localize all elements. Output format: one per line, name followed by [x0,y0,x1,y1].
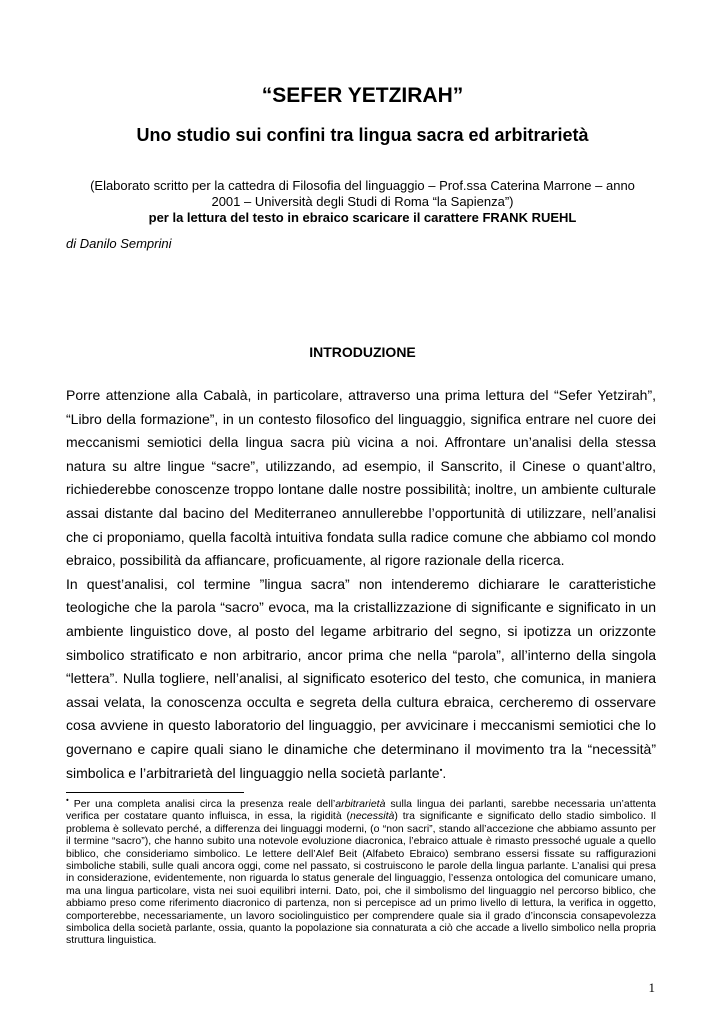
footnote [66,795,656,947]
page-number: 1 [648,980,655,995]
document-note [80,178,645,226]
footnote-ref-mark[interactable]: • [439,764,443,774]
document-title: “SEFER YETZIRAH” [261,84,464,107]
footnote-emphasis-1: arbitrarietà [335,798,386,810]
document-subtitle: Uno studio sui confini tra lingua sacra ed arbitrarietà [136,125,589,145]
paragraph-2-text: In quest’analisi, col termine ”lingua sacra” non intenderemo dichiarare le caratteristiche teologiche che la parola “sacro” evoca, ma la cristallizzazione di significante e significato in un ambiente linguistico dove, al posto del legame arbitrario del segno, si ipotizza un orizzonte simbolico stratificato e non arbitrario, ancor prima che nella “parola”, all’interno della singola “lettera”. Nulla togliere, nell’analisi, al significato esoterico del testo, che comunica, in maniera assai velata, la conoscenza occulta e segreta della cultura ebraica, cercheremo di osservare cosa avviene in questo laboratorio del linguaggio, per avvicinare i meccanismi semiotici che lo governano e capire quali siano le dinamiche che determinano il movimento tra la “necessità” simbolica e l’arbitrarietà del linguaggio nella società parlante [66,575,656,781]
paragraph-1: Porre attenzione alla Cabalà, in particolare, attraverso una prima lettura del “Sefer Yetzirah”, “Libro della formazione”, in un contesto filosofico del linguaggio, significa entrare nel cuore dei meccanismi semiotici della lingua sacra più vicina a noi. Affrontare un’analisi della stessa natura su altre lingue “sacre”, utilizzando, ad esempio, il Sanscrito, il Cinese o quant’altro, richiederebbe conoscenze troppo lontane dalle nostre possibilità; inoltre, un ambiente culturale assai distante dal bacino del Mediterraneo annullerebbe l’opportunità di utilizzare, nell’analisi che ci proponiamo, quella facoltà intuitiva fondata sulla radice comune che abbiamo col mondo ebraico, possibilità da affiancare, proficuamente, al rigore razionale della ricerca. [66,387,656,569]
note-line: (Elaborato scritto per la cattedra di Filosofia del linguaggio – Prof.ssa Caterina Marrone – anno 2001 – Università degli Studi di Roma “la Sapienza”) [90,178,635,209]
author-line: di Danilo Semprini [66,236,172,251]
footnote-part-3: ) tra significante e significato dello stadio simbolico. Il problema è sollevato perché, a differenza dei linguaggi moderni, (o “non sacri”, stando all’accezione che abbiamo assunto per il termine “sacro”), che hanno subito una notevole evoluzione diacronica, l’ebraico attuale è rimasto pressoché uguale a quello biblico, che consideriamo simbolico. Le lettere dell’Alef Beit (Alfabeto Ebraico) sembrano essersi fissate su raffigurazioni simboliche stabili, sulle quali ancora oggi, come nel passato, si costruiscono le parole della lingua parlante. L’analisi qui presa in considerazione, evidentemente, non riguarda lo status generale del linguaggio, l’essenza ontologica del comunicare umano, ma una lingua particolare, vista nei suoi equilibri interni. Dato, poi, che il simbolismo del linguaggio nel percorso biblico, che abbiamo preso come riferimento diacronico di partenza, non si percepisce ad un primo livello di lettura, la verifica in oggetto, comporterebbe, necessariamente, un lavoro sociolinguistico per comprendere quale sia il grado d’inconscia consapevolezza simbolica della società parlante, ossia, quanto la popolazione sia connaturata a ciò che accade a livello simbolico nella propria struttura linguistica. [66,810,656,947]
note-bold-line: per la lettura del testo in ebraico scaricare il carattere FRANK RUEHL [148,210,577,225]
section-heading: INTRODUZIONE [309,344,416,360]
paragraph-2: In quest’analisi, col termine ”lingua sacra” non intenderemo dichiarare le caratteristiche teologiche che la parola “sacro” evoca, ma la cristallizzazione di significante e significato in un ambiente linguistico dove, al posto del legame arbitrario del segno, si ipotizza un orizzonte simbolico stratificato e non arbitrario, ancor prima che nella “parola”, all’interno della singola “lettera”. Nulla togliere, nell’analisi, al significato esoterico del testo, che comunica, in maniera assai velata, la conoscenza occulta e segreta della cultura ebraica, cercheremo di osservare cosa avviene in questo laboratorio del linguaggio, per avvicinare i meccanismi semiotici che lo governano e capire quali siano le dinamiche che determinano il movimento tra la “necessità” simbolica e l’arbitrarietà del linguaggio nella società parlante•. [66,575,656,781]
footnote-mark: • [66,795,69,805]
footnote-part-2: sulla lingua dei parlanti, sarebbe necessaria un’attenta verifica per costatare quanto influisca, in essa, la rigidità ( [66,798,656,823]
footnote-part-1: Per una completa analisi circa la presenza reale dell’ [68,798,336,810]
body-text [66,384,656,785]
footnote-text [66,795,656,947]
footnote-emphasis-2: necessità [350,810,395,823]
footnote-separator [66,792,244,793]
